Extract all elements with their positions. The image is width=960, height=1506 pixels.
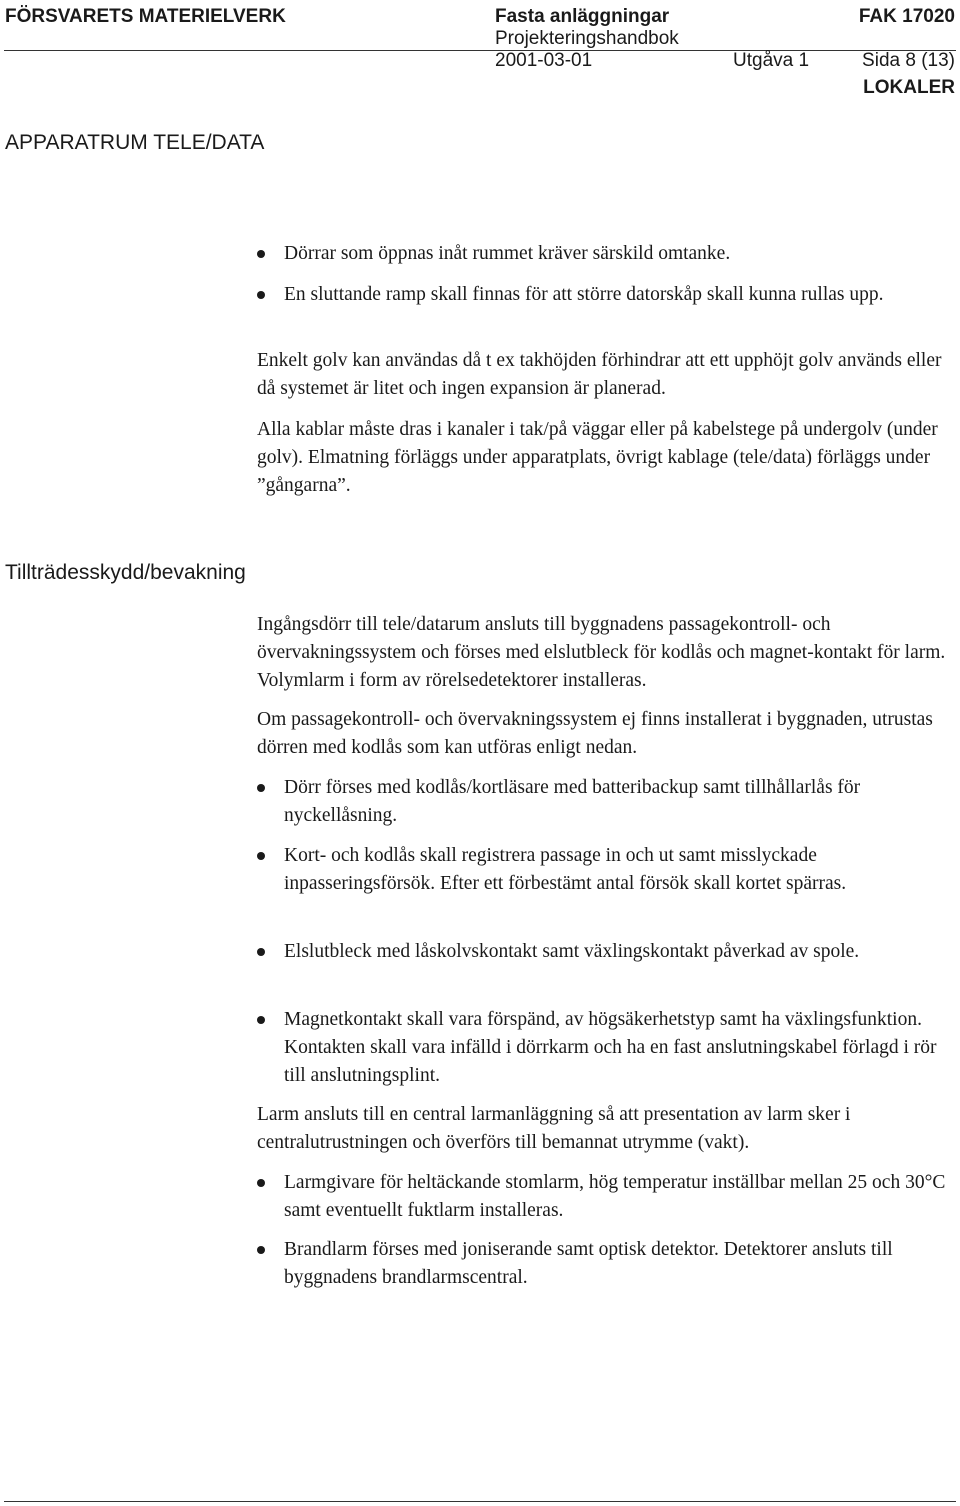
list-item-text: Dörrar som öppnas inåt rummet kräver särskild omtanke. <box>284 243 731 264</box>
list-item <box>257 1006 955 1090</box>
header-doc-id: FAK 17020 <box>858 6 955 27</box>
header-title: Fasta anläggningar <box>495 6 670 27</box>
bullet-icon <box>257 1246 265 1254</box>
section-heading-apparatrum: APPARATRUM TELE/DATA <box>5 131 265 154</box>
bullet-icon <box>257 852 265 860</box>
paragraph: Om passagekontroll- och övervakningssystem ej finns installerat i byggnaden, utrustas dörren med kodlås som kan utföras enligt nedan. <box>257 709 933 758</box>
header-rule <box>4 50 956 51</box>
list-item <box>257 281 955 309</box>
footer-rule <box>4 1501 956 1502</box>
list-item <box>257 842 955 898</box>
list-item <box>257 774 955 830</box>
bullet-icon <box>257 784 265 792</box>
bullet-icon <box>257 250 265 258</box>
list-item-text: Magnetkontakt skall vara förspänd, av högsäkerhetstyp samt ha växlingsfunktion. Kontakten skall vara infälld i dörrkarm och ha en fast anslutningskabel förlagd i rör till anslutningsplint. <box>284 1009 937 1086</box>
list-item-text: En sluttande ramp skall finnas för att större datorskåp skall kunna rullas upp. <box>284 284 884 305</box>
header-subtitle: Projekteringshandbok <box>495 28 679 49</box>
list-item-text: Elslutbleck med låskolvskontakt samt växlingskontakt påverkad av spole. <box>284 941 860 962</box>
bullet-icon <box>257 948 265 956</box>
list-item-text: Brandlarm förses med joniserande samt optisk detektor. Detektorer ansluts till byggnadens brandlarmscentral. <box>284 1239 893 1288</box>
list-item <box>257 1236 955 1292</box>
header-page: Sida 8 (13) <box>862 50 955 71</box>
paragraph: Enkelt golv kan användas då t ex takhöjden förhindrar att ett upphöjt golv används eller då systemet är litet och ingen expansion är planerad. <box>257 350 942 399</box>
header-chapter: LOKALER <box>863 77 955 98</box>
paragraph: Larm ansluts till en central larmanläggning så att presentation av larm sker i centralutrustningen och överförs till bemannat utrymme (vakt). <box>257 1104 851 1153</box>
bullet-icon <box>257 1179 265 1187</box>
section-heading-tilltradesskydd: Tillträdesskydd/bevakning <box>5 561 246 584</box>
list-item <box>257 1169 955 1225</box>
list-item-text: Kort- och kodlås skall registrera passage in och ut samt misslyckade inpasseringsförsök. Efter ett förbestämt antal försök skall kortet spärras. <box>284 845 847 894</box>
header-date: 2001-03-01 <box>495 50 593 71</box>
paragraph: Ingångsdörr till tele/datarum ansluts till byggnadens passagekontroll- och övervakningssystem och förses med elslutbleck för kodlås och magnet-kontakt för larm. Volymlarm i form av rörelsedetektorer installeras. <box>257 614 946 691</box>
list-item <box>257 240 955 268</box>
list-item-text: Dörr förses med kodlås/kortläsare med batteribackup samt tillhållarlås för nyckellåsning. <box>284 777 861 826</box>
header-org: FÖRSVARETS MATERIELVERK <box>5 6 286 27</box>
bullet-icon <box>257 1016 265 1024</box>
header-edition: Utgåva 1 <box>733 50 810 71</box>
list-item <box>257 938 955 966</box>
bullet-icon <box>257 291 265 299</box>
paragraph: Alla kablar måste dras i kanaler i tak/på väggar eller på kabelstege på undergolv (under golv). Elmatning förläggs under apparatplats, övrigt kablage (tele/data) förläggs under ”gångarna”. <box>257 419 938 496</box>
list-item-text: Larmgivare för heltäckande stomlarm, hög temperatur inställbar mellan 25 och 30°C samt eventuellt fuktlarm installeras. <box>284 1172 946 1221</box>
